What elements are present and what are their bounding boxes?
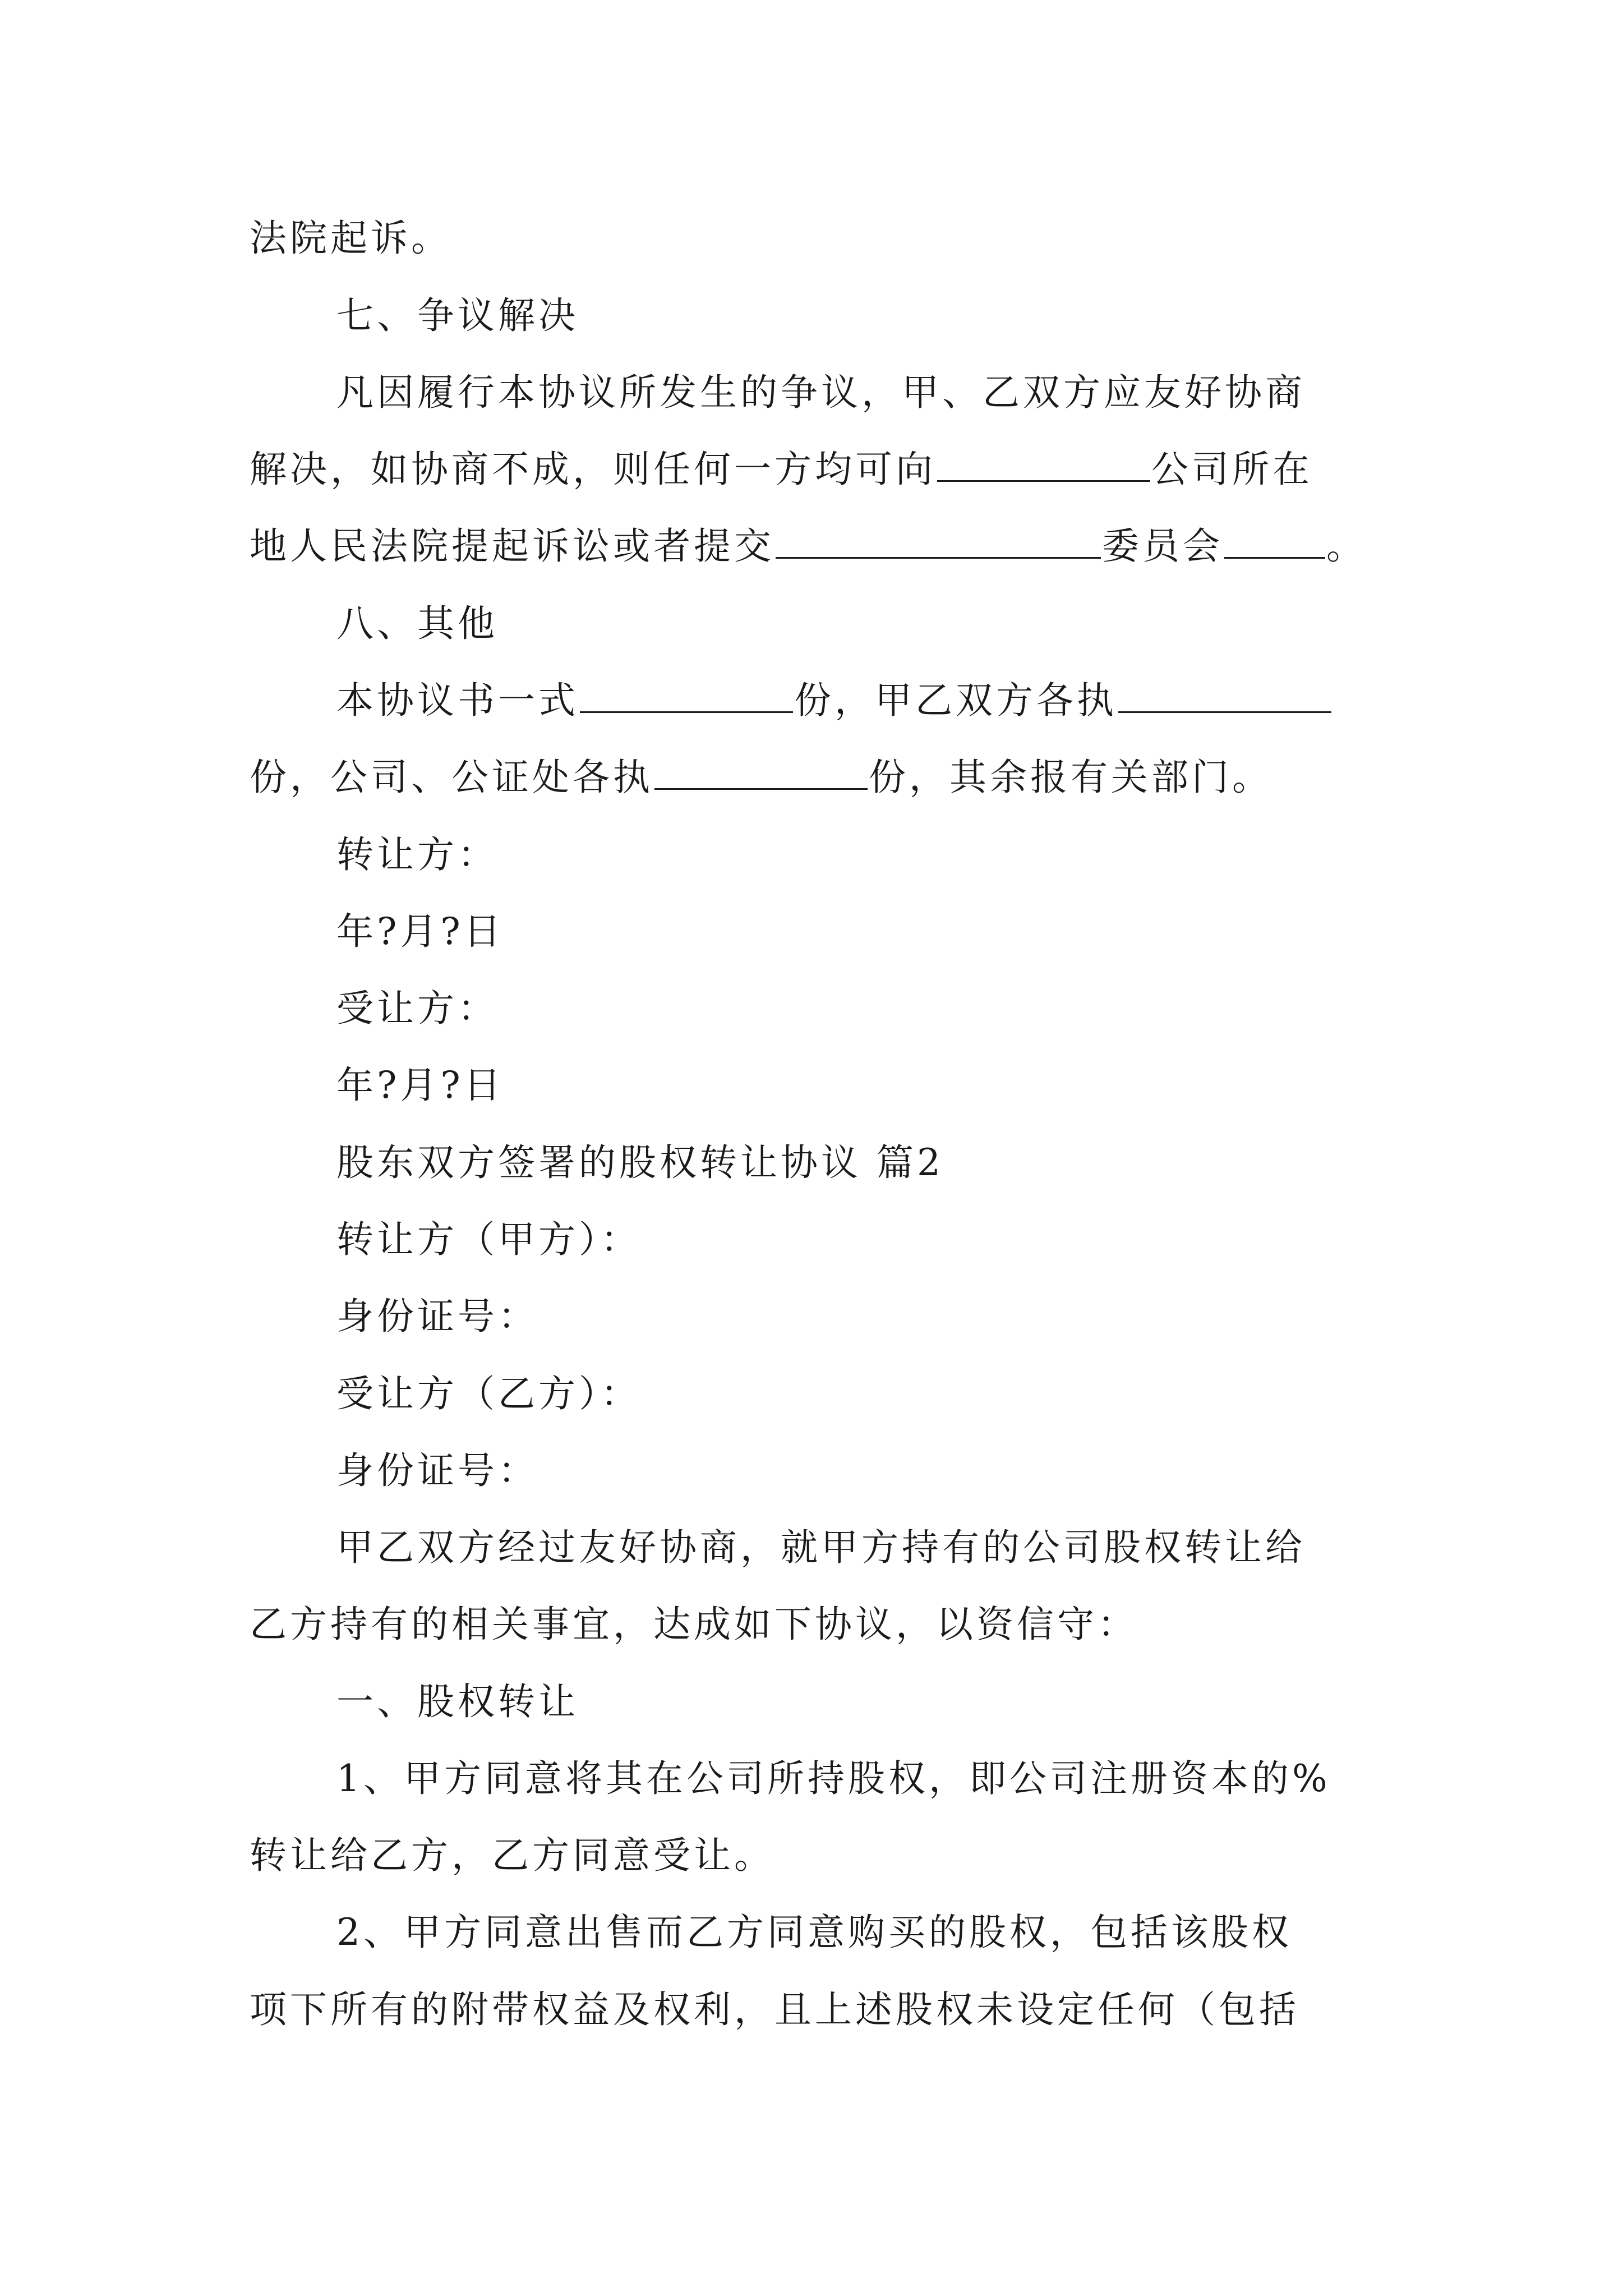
section-heading: [336, 293, 579, 338]
text: 乙方持有的相关事宜，达成如下协议，以资信守：: [250, 1603, 1138, 1646]
date-line: [336, 909, 504, 954]
blank-line: [654, 756, 868, 790]
text: 公司所在: [1151, 448, 1313, 491]
text: 身份证号：: [336, 1449, 538, 1492]
blank-line: [1224, 524, 1325, 559]
section-heading: [336, 1680, 579, 1724]
text: 转让给乙方，乙方同意受让。: [250, 1834, 774, 1877]
text: 年?月?日: [336, 1064, 504, 1107]
paragraph-line: [336, 1756, 1331, 1801]
blank-line: [937, 448, 1150, 482]
paragraph-line: [250, 216, 451, 261]
text: 项下所有的附带权益及权利，且上述股权未设定任何（包括: [250, 1988, 1299, 2031]
section-heading: [336, 601, 498, 646]
text: 身份证号：: [336, 1295, 538, 1338]
paragraph-line: [336, 370, 1306, 415]
text: 份，其余报有关部门。: [869, 756, 1272, 799]
text: 1、甲方同意将其在公司所持股权，即公司注册资本的%: [336, 1757, 1331, 1800]
paragraph-line: [250, 447, 1313, 492]
text: 甲乙双方经过友好协商，就甲方持有的公司股权转让给: [336, 1526, 1306, 1569]
text: 份，公司、公证处各执: [250, 756, 653, 799]
text: 份，甲乙双方各执: [794, 679, 1117, 722]
text: 法院起诉。: [250, 217, 451, 260]
text: 2、甲方同意出售而乙方同意购买的股权，包括该股权: [336, 1911, 1292, 1954]
paragraph-line: [336, 678, 1332, 723]
document-title: [336, 1140, 944, 1185]
text: 委员会: [1102, 524, 1223, 568]
paragraph-line: [250, 755, 1272, 800]
text: 七、争议解决: [336, 294, 579, 337]
paragraph-line: [250, 1602, 1138, 1647]
paragraph-line: [336, 1910, 1292, 1955]
text: 受让方（乙方）：: [336, 1372, 641, 1415]
text: 转让方：: [336, 833, 498, 876]
text: 一、股权转让: [336, 1680, 579, 1723]
paragraph-line: [250, 1987, 1299, 2032]
paragraph-line: [336, 1525, 1306, 1570]
text: 受让方：: [336, 987, 498, 1030]
paragraph-line: [250, 1833, 774, 1878]
party-label: [336, 1372, 641, 1416]
signature-label: [336, 832, 498, 877]
text: 本协议书一式: [336, 679, 579, 722]
party-label: [336, 1217, 641, 1262]
id-label: [336, 1294, 538, 1339]
blank-line: [1118, 679, 1331, 713]
paragraph-line: [250, 524, 1367, 569]
id-label: [336, 1448, 538, 1493]
text: 。: [1326, 524, 1367, 568]
text: 年?月?日: [336, 910, 504, 953]
text: 转让方（甲方）：: [336, 1218, 641, 1261]
text: 地人民法院提起诉讼或者提交: [250, 524, 774, 568]
blank-line: [776, 524, 1101, 559]
text: 凡因履行本协议所发生的争议，甲、乙双方应友好协商: [336, 371, 1306, 414]
text: 股东双方签署的股权转让协议 篇2: [336, 1141, 944, 1184]
text: 解决，如协商不成，则任何一方均可向: [250, 448, 936, 491]
blank-line: [580, 679, 793, 713]
signature-label: [336, 986, 498, 1031]
date-line: [336, 1063, 504, 1108]
text: 八、其他: [336, 602, 498, 645]
